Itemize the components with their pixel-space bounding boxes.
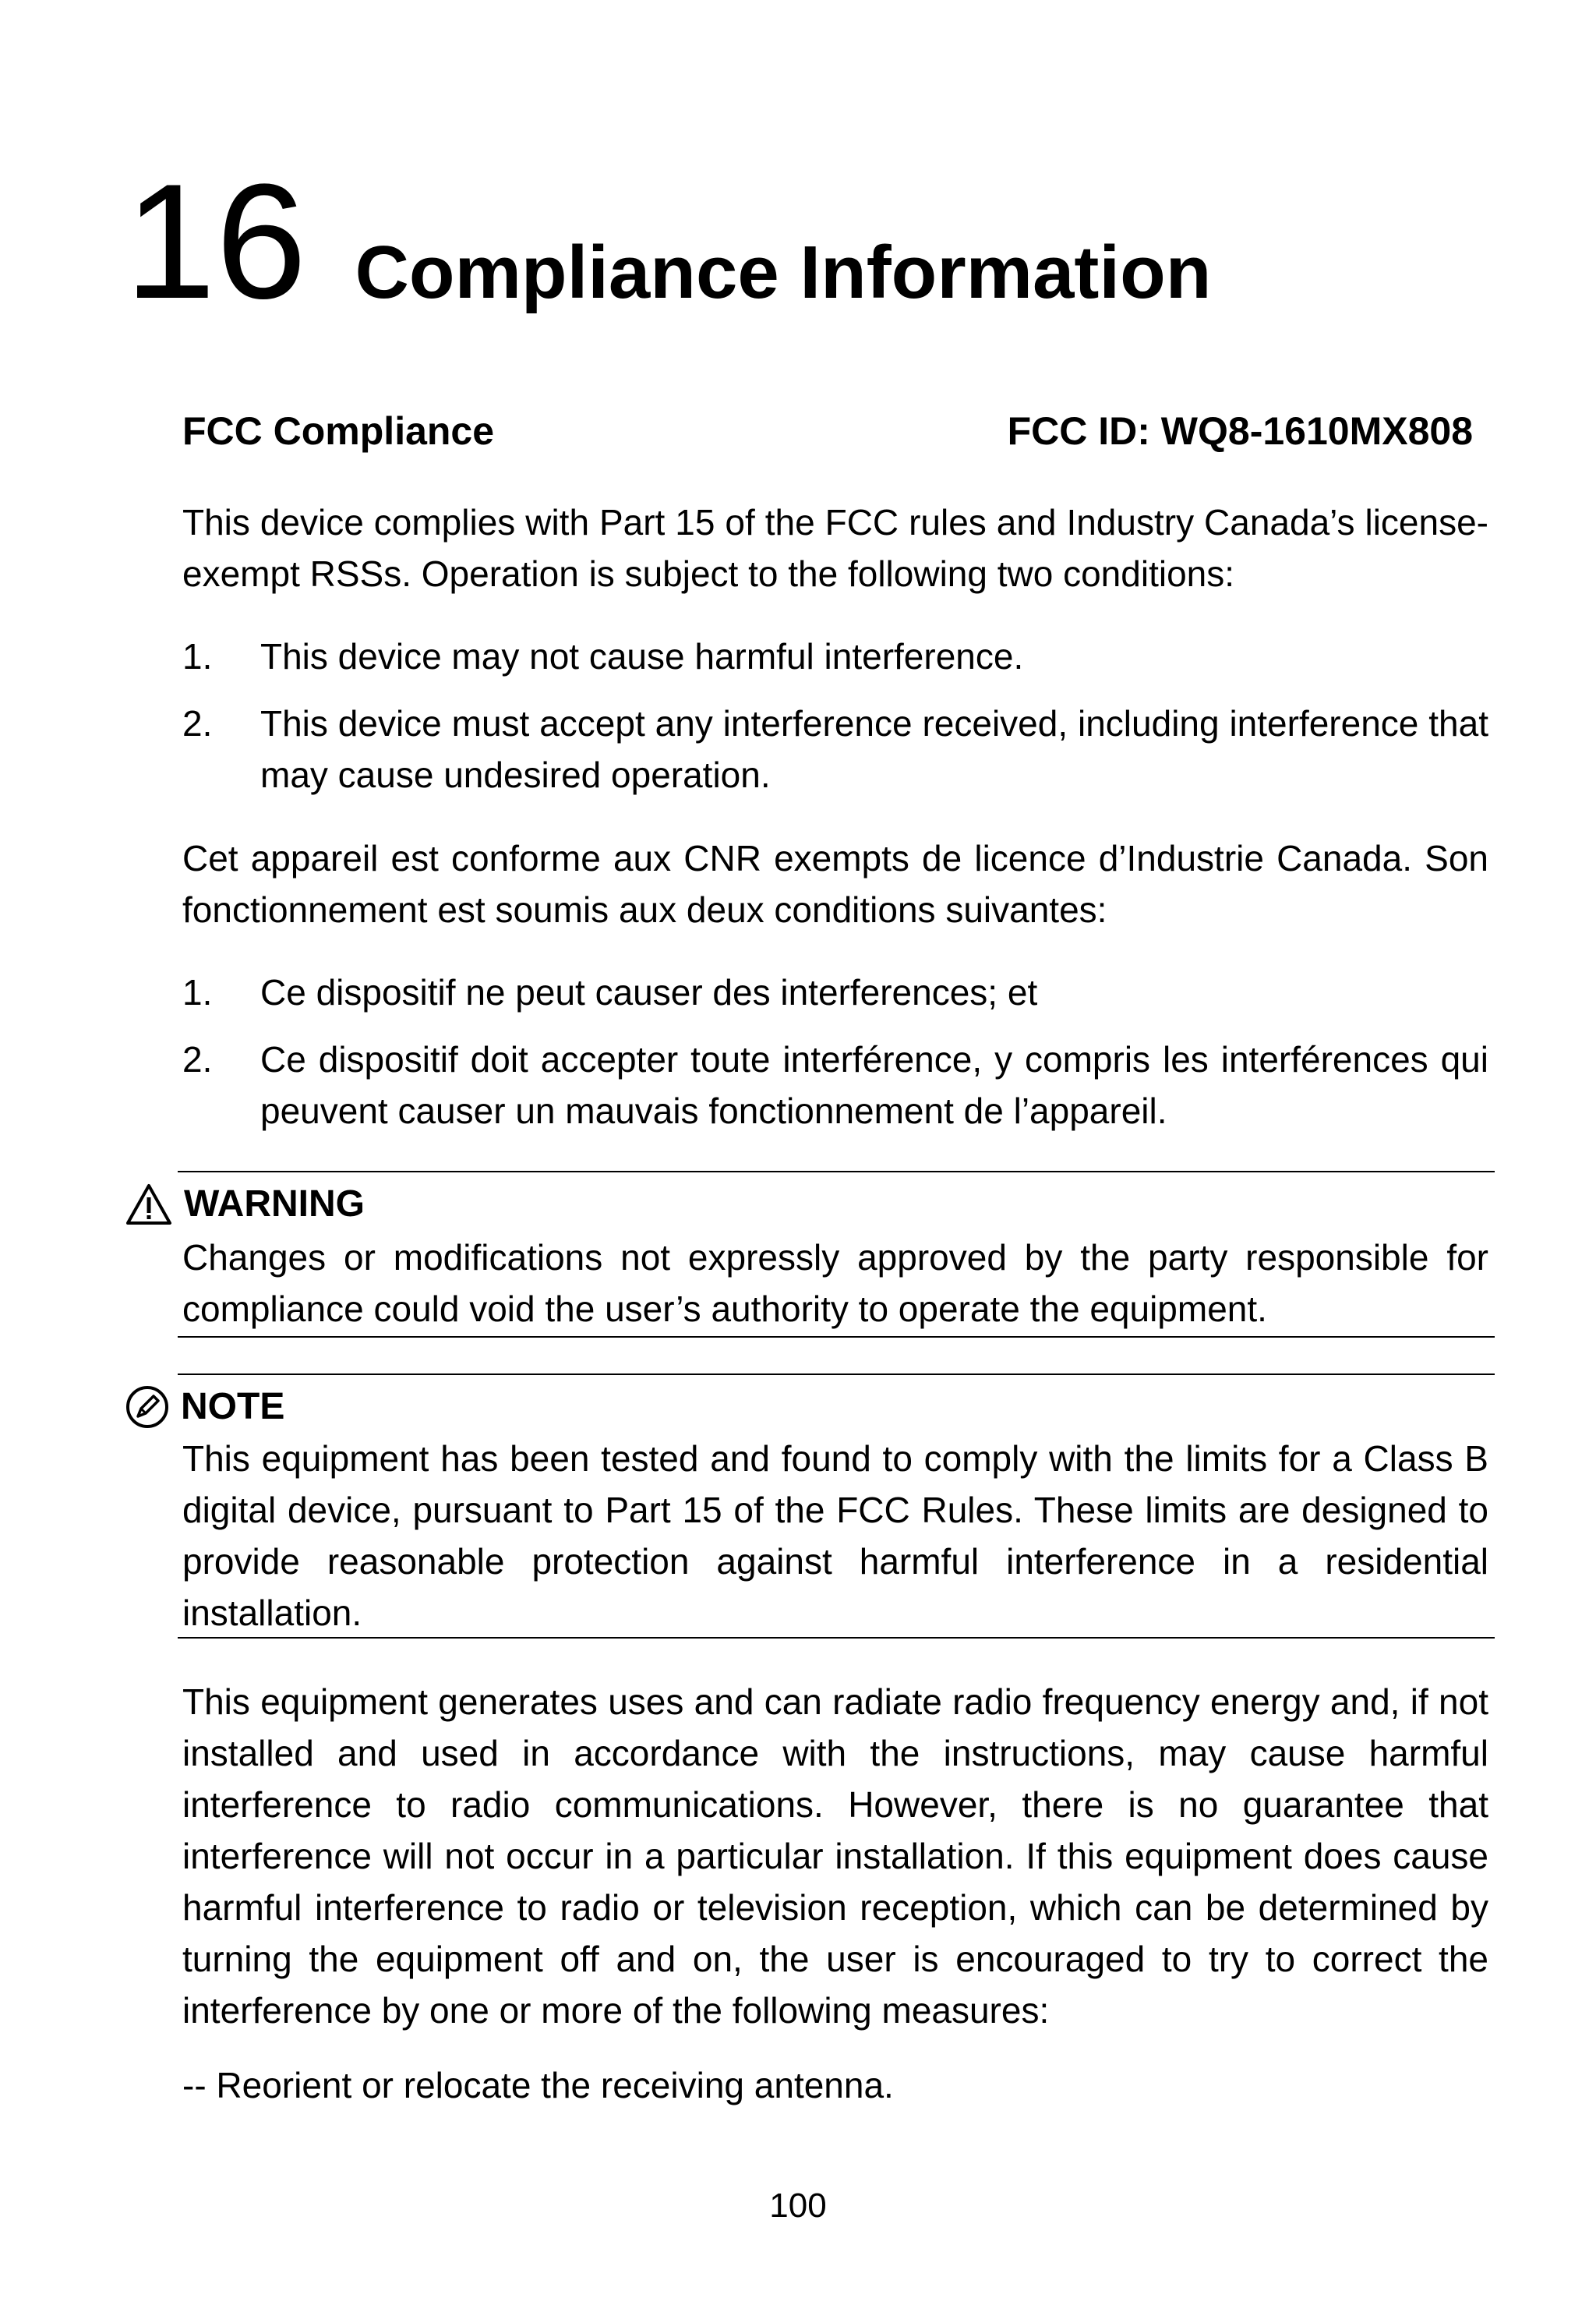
note-callout	[182, 1433, 1488, 1639]
fcc-condition-item	[182, 631, 1488, 682]
measure-item: -- Reorient or relocate the receiving antenna.	[182, 2065, 894, 2105]
list-number: 2.	[182, 1039, 213, 1080]
warning-heading	[125, 1179, 365, 1230]
divider	[178, 1336, 1495, 1338]
interference-paragraph: This equipment generates uses and can radiate radio frequency energy and, if not installed and used in accordance with the instructions, may cause harmful interference to radio communications. However, there is no guarantee that interference will not occur in a particular installation. If this equipment does cause harmful interference to radio or television reception, which can be determined by turning the equipment off and on, the user is encouraged to try to correct the interference by one or more of the following measures:	[182, 1681, 1488, 2031]
list-text: This device may not cause harmful interference.	[260, 636, 1024, 677]
pencil-circle-icon	[125, 1384, 170, 1430]
body-section	[182, 1676, 1488, 2111]
divider	[178, 1171, 1495, 1172]
list-text: Ce dispositif ne peut causer des interferences; et	[260, 972, 1038, 1013]
page-number: 100	[769, 2187, 827, 2225]
divider	[178, 1373, 1495, 1375]
fcc-section	[182, 497, 1488, 801]
divider	[178, 1637, 1495, 1639]
fcc-id: FCC ID: WQ8-1610MX808	[1007, 409, 1473, 453]
warning-text: Changes or modifications not expressly approved by the party responsible for compliance could void the user’s authority to operate the equipment.	[182, 1237, 1488, 1329]
list-number: 2.	[182, 703, 213, 744]
fcc-condition-item	[182, 698, 1488, 801]
french-condition-item	[182, 1034, 1488, 1137]
list-number: 1.	[182, 636, 213, 677]
fcc-compliance-heading: FCC Compliance	[182, 409, 495, 453]
french-condition-item	[182, 967, 1488, 1018]
list-text: Ce dispositif doit accepter toute interférence, y compris les interférences qui peuvent causer un mauvais fonctionnement de l’appareil.	[260, 1039, 1488, 1131]
french-section	[182, 833, 1488, 1137]
note-heading	[125, 1381, 284, 1433]
warning-triangle-icon	[125, 1183, 173, 1226]
note-text: This equipment has been tested and found to comply with the limits for a Class B digital device, pursuant to Part 15 of the FCC Rules. These limits are designed to provide reasonable protection against harmful interference in a residential installation.	[182, 1438, 1488, 1633]
chapter-number: 16	[125, 150, 307, 333]
warning-callout	[182, 1232, 1488, 1335]
french-intro-paragraph: Cet appareil est conforme aux CNR exempts de licence d’Industrie Canada. Son fonctionnement est soumis aux deux conditions suivantes:	[182, 838, 1488, 930]
fcc-heading-row	[182, 404, 1473, 458]
note-label: NOTE	[181, 1386, 285, 1427]
fcc-intro-paragraph: This device complies with Part 15 of the FCC rules and Industry Canada’s license-exempt RSSs. Operation is subject to the following two conditions:	[182, 502, 1488, 594]
warning-label: WARNING	[184, 1183, 365, 1225]
chapter-heading	[125, 150, 1527, 333]
list-number: 1.	[182, 972, 213, 1013]
chapter-title: Compliance Information	[355, 231, 1212, 314]
list-text: This device must accept any interference received, including interference that may cause undesired operation.	[260, 703, 1488, 795]
